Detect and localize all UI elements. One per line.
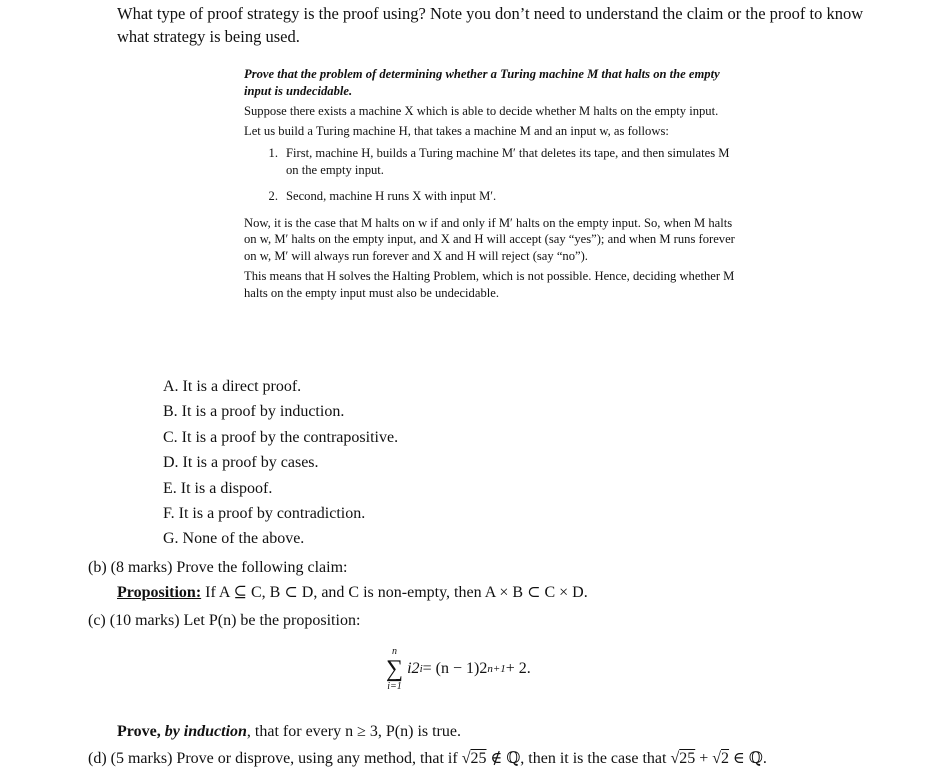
option-a[interactable]: A. It is a direct proof. [163, 378, 302, 395]
prove-rest: , that for every n ≥ 3, P(n) is true. [246, 723, 461, 740]
summation-formula [386, 646, 531, 692]
proof-step [244, 188, 744, 205]
part-d-label: (d) [88, 750, 107, 767]
sigma-block [386, 646, 403, 692]
proof-para-1: Suppose there exists a machine X which is able to decide whether M halts on the empty input. [244, 104, 719, 118]
prove-method: by induction [164, 723, 247, 740]
proof-step-number: 1. [268, 146, 278, 160]
proof-step [244, 145, 744, 178]
answer-options [163, 374, 398, 552]
proof-steps [244, 145, 744, 205]
part-d-text-1: (5 marks) Prove or disprove, using any method, that if √ [110, 750, 471, 767]
option-c[interactable]: C. It is a proof by the contrapositive. [163, 428, 399, 446]
proof-step-number: 2. [268, 189, 278, 203]
proof-step-text: Second, machine H runs X with input M′. [286, 189, 497, 203]
part-b-label: (b) [88, 559, 107, 576]
option-g[interactable]: G. None of the above. [163, 530, 305, 548]
option-d[interactable]: D. It is a proof by cases. [163, 454, 319, 472]
sum-tail: + 2. [505, 660, 531, 677]
radicand-2: 25 [679, 750, 696, 767]
question-intro: What type of proof strategy is the proof using? Note you don’t need to understand the claim or the proof to know what strategy is being used. [117, 4, 864, 46]
part-b-proposition [117, 582, 588, 604]
proof-para-4: This means that H solves the Halting Problem, which is not possible. Hence, deciding whether M halts on the empty input must also be undecidable. [244, 269, 735, 300]
sum-body-exponent: i [419, 663, 423, 675]
part-d-text-2: ∉ ℚ, then it is the case that √ [486, 750, 680, 767]
option-e[interactable]: E. It is a dispoof. [163, 479, 273, 497]
part-d-text-3: + √ [695, 750, 722, 767]
part-b-marks: (8 marks) Prove the following claim: [110, 559, 348, 576]
radicand-3: 2 [721, 750, 730, 767]
proof-claim: Prove that the problem of determining whether a Turing machine M that halts on the empty input is undecidable. [244, 67, 720, 98]
part-c-prove [117, 721, 461, 743]
part-c-line [88, 610, 360, 632]
sum-body: i2 [407, 660, 420, 677]
part-b-line [88, 557, 348, 579]
sum-rhs: = (n − 1)2 [422, 660, 488, 677]
proof-excerpt [244, 66, 744, 304]
proof-step-text: First, machine H, builds a Turing machine M′ that deletes its tape, and then simulates M on the empty input. [286, 146, 730, 177]
option-f[interactable]: F. It is a proof by contradiction. [163, 505, 366, 523]
proof-para-3: Now, it is the case that M halts on w if and only if M′ halts on the empty input. So, when M halts on w, M′ halts on the empty input, and X and H will accept (say “yes”); and when M runs forever on w, M′ will always run forever and X and H will reject (say “no”). [244, 215, 735, 263]
sigma-symbol: ∑ [386, 656, 404, 682]
part-c-label: (c) [88, 612, 106, 629]
option-b[interactable]: B. It is a proof by induction. [163, 403, 345, 421]
prove-lead: Prove, [117, 723, 165, 740]
part-d-text-4: ∈ ℚ. [729, 750, 767, 767]
sum-upper-limit: n [392, 646, 398, 657]
sum-rhs-exponent: n+1 [487, 663, 506, 675]
proposition-text: If A ⊆ C, B ⊂ D, and C is non-empty, then A × B ⊂ C × D. [205, 584, 588, 601]
proof-para-2: Let us build a Turing machine H, that takes a machine M and an input w, as follows: [244, 123, 669, 138]
part-c-text: (10 marks) Let P(n) be the proposition: [109, 612, 361, 629]
part-d-line [88, 748, 767, 770]
radicand-1: 25 [470, 750, 487, 767]
proposition-label: Proposition: [117, 584, 202, 601]
sum-lower-limit: i=1 [387, 681, 402, 692]
